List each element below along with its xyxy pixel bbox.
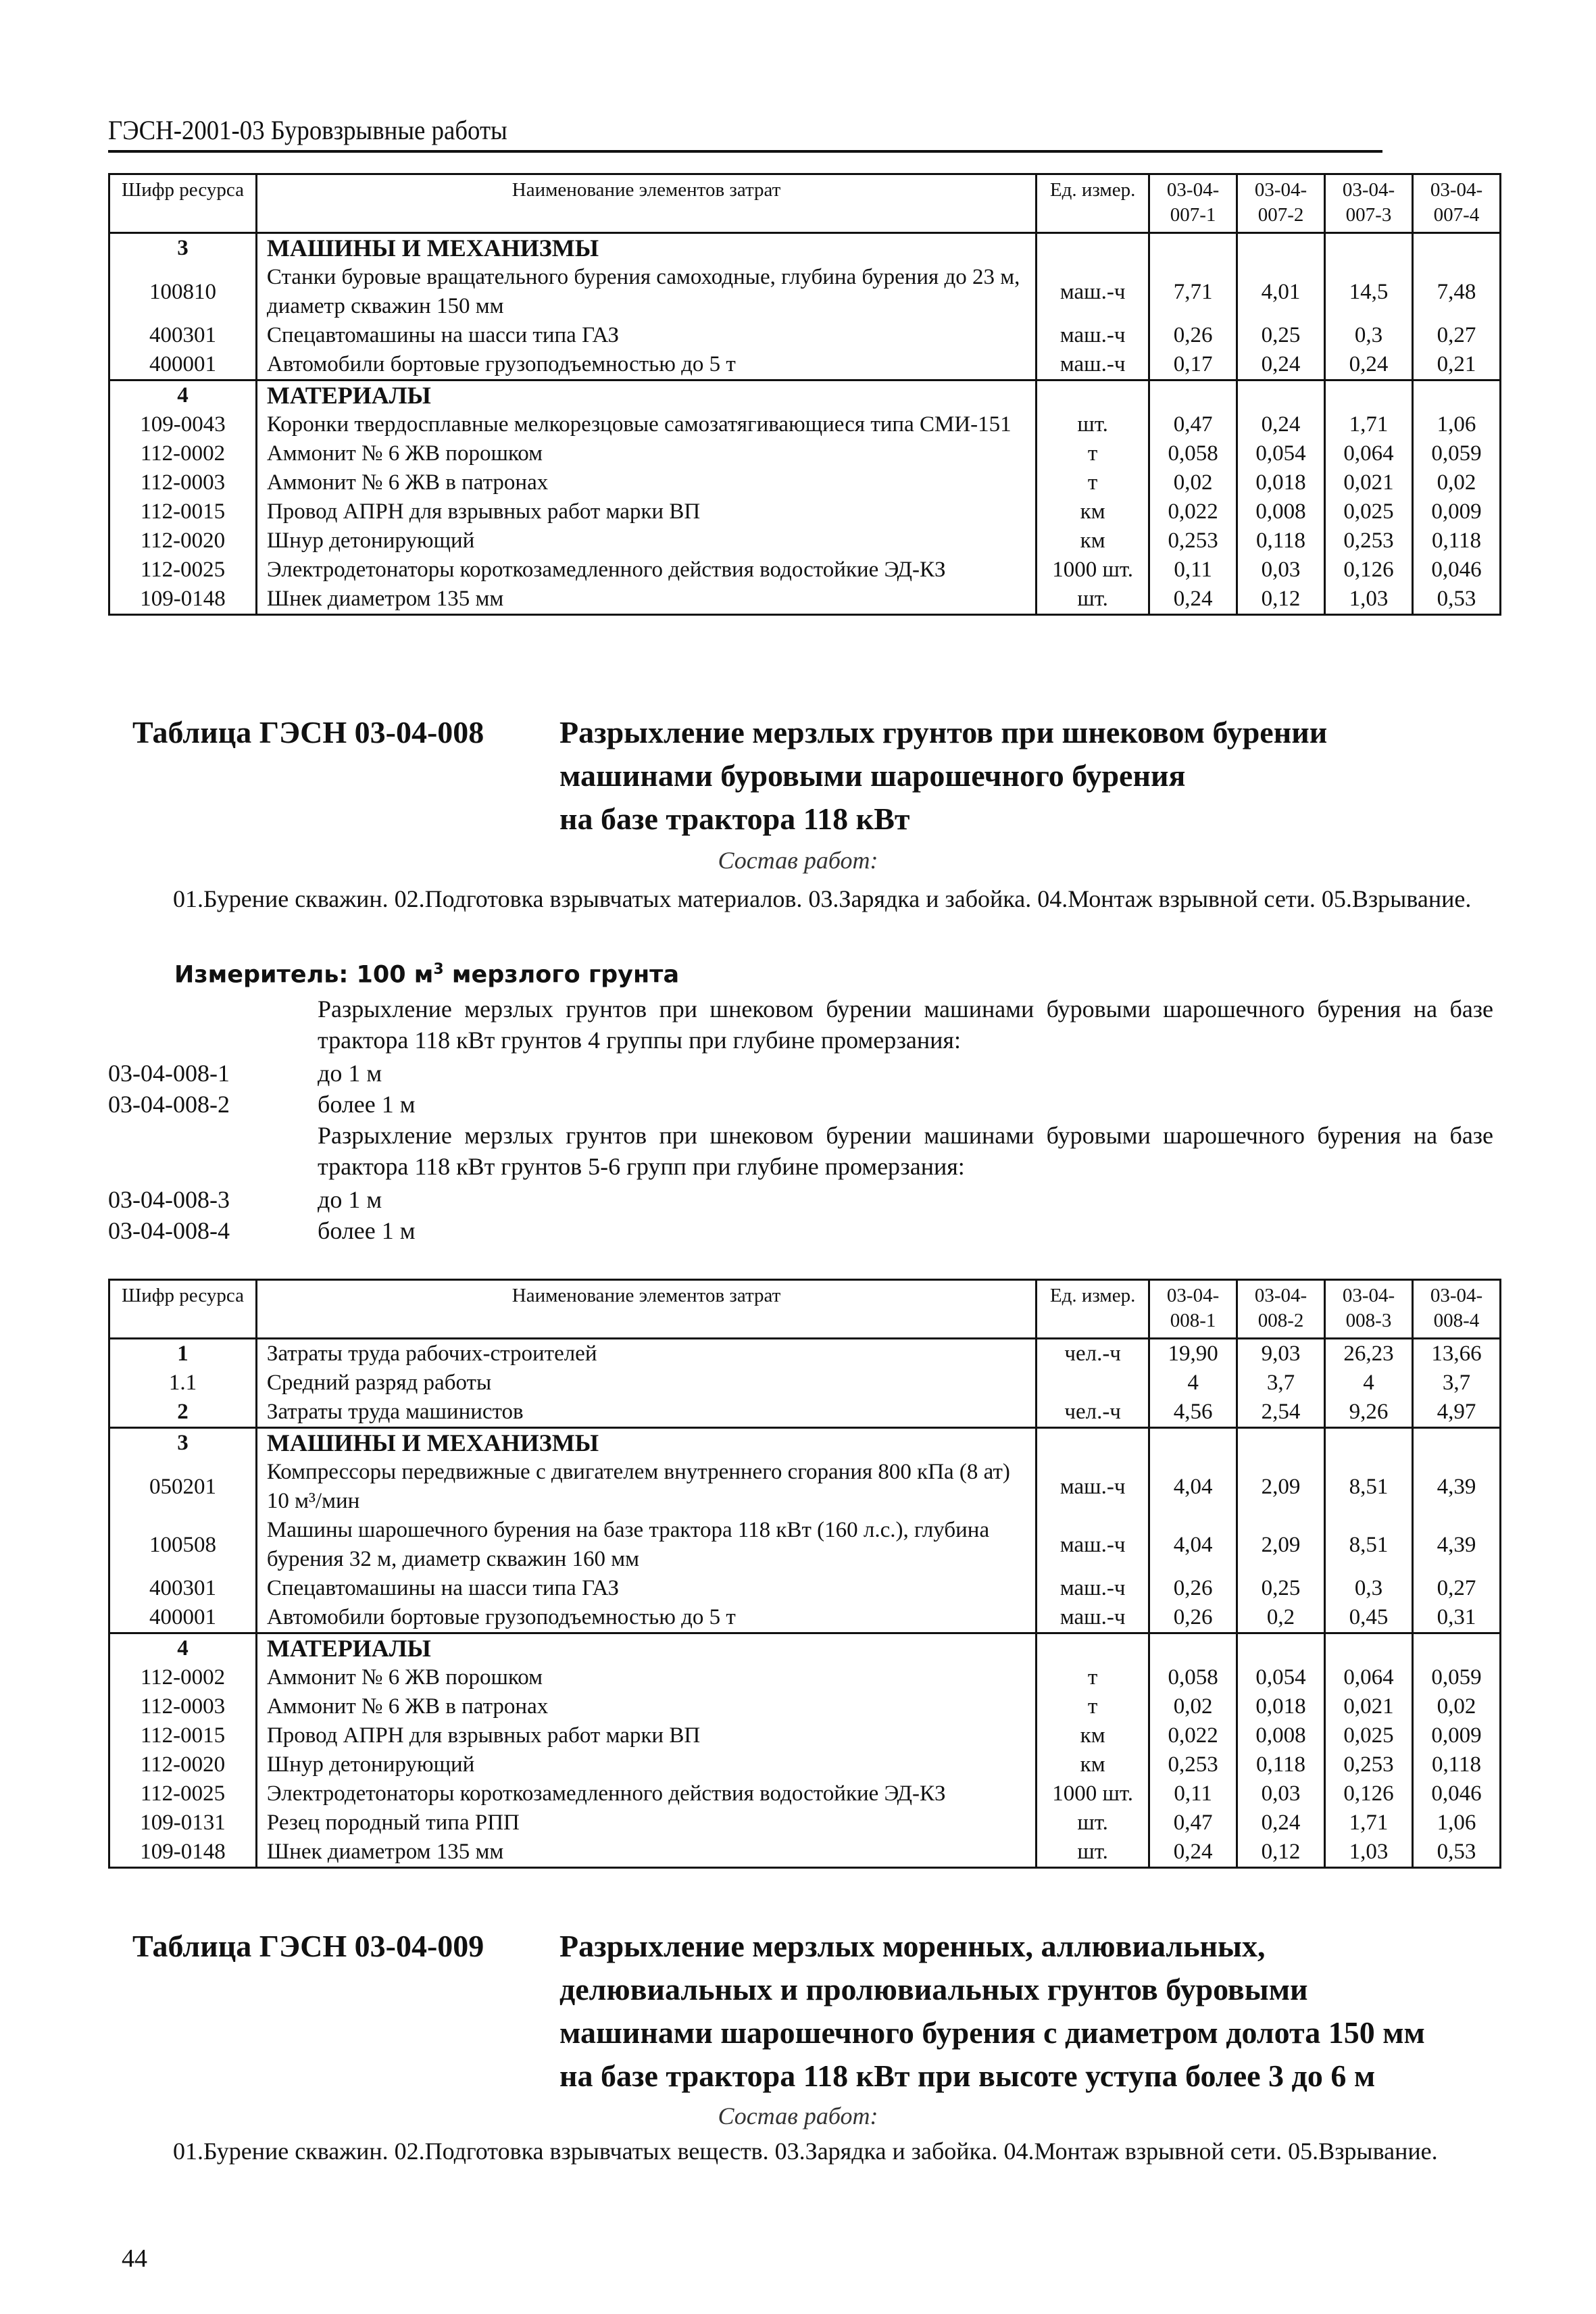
resource-code: 109-0148 — [109, 1838, 257, 1868]
norm-value-2: 2,09 — [1237, 1516, 1325, 1574]
norm-value-3: 0,021 — [1325, 1692, 1413, 1721]
norm-value-3 — [1325, 1428, 1413, 1458]
column-header-norm-2: 03-04- 008-2 — [1237, 1280, 1325, 1339]
table-row — [109, 1692, 1501, 1721]
unit-cell: маш.-ч — [1037, 1516, 1149, 1574]
table-row — [109, 1369, 1501, 1398]
unit-cell: шт. — [1037, 1838, 1149, 1868]
resource-code: 1 — [109, 1339, 257, 1369]
resource-name: Провод АПРН для взрывных работ марки ВП — [256, 1721, 1036, 1750]
table-title-009-line-4: на базе трактора 118 кВт при высоте уступа более 3 до 6 м — [559, 2059, 1376, 2093]
page-number: 44 — [122, 2244, 147, 2273]
unit-cell: т — [1037, 1692, 1149, 1721]
norm-value-1: 0,17 — [1149, 350, 1237, 380]
norm-value-3: 4 — [1325, 1369, 1413, 1398]
table-row — [109, 1779, 1501, 1808]
table-title-009-line-3: машинами шарошечного бурения с диаметром долота 150 мм — [559, 2015, 1425, 2050]
norm-label: более 1 м — [318, 1217, 416, 1244]
unit-cell: маш.-ч — [1037, 350, 1149, 380]
norm-value-4 — [1412, 1428, 1500, 1458]
norm-code: 03-04-008-2 — [108, 1091, 230, 1118]
resource-name: Шнур детонирующий — [256, 1750, 1036, 1779]
unit-cell: км — [1037, 1721, 1149, 1750]
norm-value-1: 0,26 — [1149, 1603, 1237, 1633]
norm-value-2: 0,12 — [1237, 585, 1325, 615]
norm-value-1: 0,058 — [1149, 1663, 1237, 1692]
norm-value-2 — [1237, 1633, 1325, 1664]
resource-code: 2 — [109, 1398, 257, 1428]
norm-value-1: 0,24 — [1149, 585, 1237, 615]
norm-value-2: 9,03 — [1237, 1339, 1325, 1369]
unit-cell: т — [1037, 439, 1149, 468]
column-header-unit: Ед. измер. — [1037, 1280, 1149, 1339]
norm-value-2: 0,03 — [1237, 556, 1325, 585]
norm-value-1: 0,058 — [1149, 439, 1237, 468]
resource-code: 112-0015 — [109, 1721, 257, 1750]
resource-name: Затраты труда рабочих-строителей — [256, 1339, 1036, 1369]
table-row — [109, 410, 1501, 439]
norm-value-4: 0,009 — [1412, 497, 1500, 526]
norm-group-description-2: Разрыхление мерзлых грунтов при шнековом бурении машинами буровыми шарошечного бурения на базе трактора 118 кВт грунтов 5-6 групп при глубине промерзания: — [318, 1122, 1493, 1180]
norm-value-4: 0,046 — [1412, 556, 1500, 585]
norm-value-1 — [1149, 1633, 1237, 1664]
work-composition-label-009: Состав работ: — [718, 2102, 878, 2130]
column-header-norm-4: 03-04- 007-4 — [1412, 174, 1500, 233]
resource-code: 3 — [109, 1428, 257, 1458]
resource-table-008 — [108, 1279, 1501, 1869]
norm-value-4: 3,7 — [1412, 1369, 1500, 1398]
norm-value-4: 1,06 — [1412, 410, 1500, 439]
work-composition-text-009: 01.Бурение скважин. 02.Подготовка взрывчатых веществ. 03.Зарядка и забойка. 04.Монтаж взрывной сети. 05.Взрывание. — [173, 2138, 1438, 2165]
norm-value-2 — [1237, 380, 1325, 411]
norm-value-2: 0,24 — [1237, 1808, 1325, 1838]
norm-value-1: 4,04 — [1149, 1516, 1237, 1574]
resource-name: Станки буровые вращательного бурения самоходные, глубина бурения до 23 м, диаметр скважин 150 мм — [256, 263, 1036, 321]
norm-value-4: 0,31 — [1412, 1603, 1500, 1633]
resource-code: 4 — [109, 380, 257, 411]
norm-value-3: 1,03 — [1325, 585, 1413, 615]
column-header-norm-3: 03-04- 008-3 — [1325, 1280, 1413, 1339]
norm-value-2 — [1237, 233, 1325, 264]
norm-label: до 1 м — [318, 1186, 382, 1213]
norm-code: 03-04-008-4 — [108, 1217, 230, 1244]
resource-name: Аммонит № 6 ЖВ в патронах — [256, 1692, 1036, 1721]
norm-value-3: 8,51 — [1325, 1516, 1413, 1574]
norm-item — [108, 1089, 416, 1120]
norm-value-4: 13,66 — [1412, 1339, 1500, 1369]
norm-value-4: 0,059 — [1412, 1663, 1500, 1692]
norm-value-2: 0,054 — [1237, 439, 1325, 468]
norm-value-3: 0,126 — [1325, 1779, 1413, 1808]
norm-value-4: 0,27 — [1412, 1574, 1500, 1603]
norm-value-2: 0,24 — [1237, 350, 1325, 380]
resource-code: 109-0043 — [109, 410, 257, 439]
unit-cell: маш.-ч — [1037, 263, 1149, 321]
table-row — [109, 321, 1501, 350]
norm-value-2: 0,118 — [1237, 526, 1325, 556]
resource-name: Автомобили бортовые грузоподъемностью до 5 т — [256, 1603, 1036, 1633]
table-header-row — [109, 1280, 1501, 1339]
column-header-norm-1: 03-04- 007-1 — [1149, 174, 1237, 233]
norm-value-1: 19,90 — [1149, 1339, 1237, 1369]
norm-value-1: 0,022 — [1149, 1721, 1237, 1750]
norm-code: 03-04-008-3 — [108, 1186, 230, 1213]
unit-cell: т — [1037, 1663, 1149, 1692]
norm-value-2: 0,2 — [1237, 1603, 1325, 1633]
norm-value-4: 0,009 — [1412, 1721, 1500, 1750]
norm-value-3: 0,126 — [1325, 556, 1413, 585]
norm-value-2: 0,118 — [1237, 1750, 1325, 1779]
section-row — [109, 380, 1501, 411]
norm-value-2: 2,54 — [1237, 1398, 1325, 1428]
norm-item — [108, 1184, 382, 1215]
column-header-name: Наименование элементов затрат — [256, 1280, 1036, 1339]
table-row — [109, 1398, 1501, 1428]
norm-value-4: 0,059 — [1412, 439, 1500, 468]
norm-value-3: 1,03 — [1325, 1838, 1413, 1868]
norm-value-3: 26,23 — [1325, 1339, 1413, 1369]
norm-value-1: 0,26 — [1149, 321, 1237, 350]
norm-value-3: 0,021 — [1325, 468, 1413, 497]
resource-name: Средний разряд работы — [256, 1369, 1036, 1398]
norm-value-1: 0,24 — [1149, 1838, 1237, 1868]
norm-value-4: 0,046 — [1412, 1779, 1500, 1808]
resource-name: Компрессоры передвижные с двигателем внутреннего сгорания 800 кПа (8 ат) 10 м³/мин — [256, 1458, 1036, 1516]
table-row — [109, 1516, 1501, 1574]
resource-code: 112-0002 — [109, 1663, 257, 1692]
norm-value-3: 0,45 — [1325, 1603, 1413, 1633]
norm-value-1: 0,11 — [1149, 556, 1237, 585]
norm-value-4: 0,53 — [1412, 585, 1500, 615]
norm-value-2: 0,008 — [1237, 1721, 1325, 1750]
norm-value-4: 1,06 — [1412, 1808, 1500, 1838]
norm-value-3 — [1325, 1633, 1413, 1664]
norm-value-4: 0,21 — [1412, 350, 1500, 380]
norm-value-1: 0,11 — [1149, 1779, 1237, 1808]
norm-value-2: 0,25 — [1237, 1574, 1325, 1603]
unit-cell: км — [1037, 526, 1149, 556]
norm-value-4 — [1412, 380, 1500, 411]
norm-value-1: 4,56 — [1149, 1398, 1237, 1428]
norm-value-1: 0,253 — [1149, 526, 1237, 556]
table-row — [109, 1838, 1501, 1868]
resource-code: 109-0131 — [109, 1808, 257, 1838]
resource-name: Автомобили бортовые грузоподъемностью до 5 т — [256, 350, 1036, 380]
norm-value-3 — [1325, 233, 1413, 264]
norm-value-4: 0,02 — [1412, 1692, 1500, 1721]
table-row — [109, 263, 1501, 321]
unit-cell: маш.-ч — [1037, 1574, 1149, 1603]
norm-value-1: 0,253 — [1149, 1750, 1237, 1779]
resource-code: 400301 — [109, 321, 257, 350]
unit-cell: чел.-ч — [1037, 1339, 1149, 1369]
resource-code: 400001 — [109, 1603, 257, 1633]
norm-value-3: 0,3 — [1325, 1574, 1413, 1603]
norm-value-2: 3,7 — [1237, 1369, 1325, 1398]
norm-value-2: 0,24 — [1237, 410, 1325, 439]
table-row — [109, 526, 1501, 556]
norm-value-3 — [1325, 380, 1413, 411]
norm-value-4 — [1412, 1633, 1500, 1664]
section-title: МАТЕРИАЛЫ — [256, 1633, 1036, 1664]
norm-value-3: 0,253 — [1325, 526, 1413, 556]
table-row — [109, 556, 1501, 585]
column-header-norm-2: 03-04- 007-2 — [1237, 174, 1325, 233]
table-row — [109, 439, 1501, 468]
norm-value-3: 1,71 — [1325, 1808, 1413, 1838]
norm-value-1: 0,022 — [1149, 497, 1237, 526]
column-header-code: Шифр ресурса — [109, 1280, 257, 1339]
unit-cell: 1000 шт. — [1037, 1779, 1149, 1808]
norm-item — [108, 1058, 382, 1089]
resource-name: Машины шарошечного бурения на базе трактора 118 кВт (160 л.с.), глубина бурения 32 м, диаметр скважин 160 мм — [256, 1516, 1036, 1574]
table-title-009-line-2: делювиальных и пролювиальных грунтов буровыми — [559, 1972, 1308, 2007]
resource-code: 112-0020 — [109, 526, 257, 556]
unit-cell: шт. — [1037, 585, 1149, 615]
norm-value-3: 14,5 — [1325, 263, 1413, 321]
resource-name: Затраты труда машинистов — [256, 1398, 1036, 1428]
column-header-norm-1: 03-04- 008-1 — [1149, 1280, 1237, 1339]
resource-table-007 — [108, 173, 1501, 616]
unit-cell: маш.-ч — [1037, 1458, 1149, 1516]
norm-value-3: 0,025 — [1325, 1721, 1413, 1750]
norm-value-3: 0,3 — [1325, 321, 1413, 350]
work-composition-label-008: Состав работ: — [718, 847, 878, 874]
norm-value-2: 0,25 — [1237, 321, 1325, 350]
resource-code: 400301 — [109, 1574, 257, 1603]
resource-name: Спецавтомашины на шасси типа ГАЗ — [256, 1574, 1036, 1603]
unit-cell: км — [1037, 1750, 1149, 1779]
resource-code: 112-0025 — [109, 1779, 257, 1808]
table-row — [109, 1750, 1501, 1779]
resource-code: 3 — [109, 233, 257, 264]
resource-name: Аммонит № 6 ЖВ порошком — [256, 1663, 1036, 1692]
table-title-009-line-1: Разрыхление мерзлых моренных, аллювиальных, — [559, 1929, 1266, 1963]
resource-name: Шнек диаметром 135 мм — [256, 585, 1036, 615]
unit-cell: шт. — [1037, 410, 1149, 439]
unit-cell: км — [1037, 497, 1149, 526]
unit-cell — [1037, 1428, 1149, 1458]
table-row — [109, 497, 1501, 526]
unit-cell: шт. — [1037, 1808, 1149, 1838]
column-header-name: Наименование элементов затрат — [256, 174, 1036, 233]
resource-code: 050201 — [109, 1458, 257, 1516]
norm-label: до 1 м — [318, 1060, 382, 1087]
page-header: ГЭСН-2001-03 Буровзрывные работы — [108, 114, 1382, 153]
resource-code: 112-0020 — [109, 1750, 257, 1779]
norm-value-1: 7,71 — [1149, 263, 1237, 321]
norm-value-3: 0,064 — [1325, 1663, 1413, 1692]
section-title: МАТЕРИАЛЫ — [256, 380, 1036, 411]
norm-value-2: 0,018 — [1237, 468, 1325, 497]
table-label-009: Таблица ГЭСН 03-04-009 — [132, 1929, 484, 1963]
norm-value-4: 0,118 — [1412, 526, 1500, 556]
norm-value-3: 0,064 — [1325, 439, 1413, 468]
table-row — [109, 1574, 1501, 1603]
norm-value-3: 1,71 — [1325, 410, 1413, 439]
section-title: МАШИНЫ И МЕХАНИЗМЫ — [256, 1428, 1036, 1458]
norm-value-2: 4,01 — [1237, 263, 1325, 321]
norm-value-3: 8,51 — [1325, 1458, 1413, 1516]
norm-value-4: 0,02 — [1412, 468, 1500, 497]
resource-name: Аммонит № 6 ЖВ порошком — [256, 439, 1036, 468]
norm-value-2: 0,008 — [1237, 497, 1325, 526]
table-row — [109, 1721, 1501, 1750]
resource-name: Резец породный типа РПП — [256, 1808, 1036, 1838]
resource-code: 4 — [109, 1633, 257, 1664]
resource-name: Электродетонаторы короткозамедленного действия водостойкие ЭД-КЗ — [256, 1779, 1036, 1808]
unit-cell: маш.-ч — [1037, 321, 1149, 350]
resource-name: Электродетонаторы короткозамедленного действия водостойкие ЭД-КЗ — [256, 556, 1036, 585]
norm-value-2: 0,03 — [1237, 1779, 1325, 1808]
norm-value-4: 4,97 — [1412, 1398, 1500, 1428]
table-row — [109, 1339, 1501, 1369]
resource-name: Аммонит № 6 ЖВ в патронах — [256, 468, 1036, 497]
table-row — [109, 468, 1501, 497]
resource-code: 1.1 — [109, 1369, 257, 1398]
norm-value-4: 0,27 — [1412, 321, 1500, 350]
column-header-unit: Ед. измер. — [1037, 174, 1149, 233]
norm-value-3: 0,025 — [1325, 497, 1413, 526]
norm-value-2: 2,09 — [1237, 1458, 1325, 1516]
norm-value-1 — [1149, 380, 1237, 411]
norm-value-1: 0,47 — [1149, 410, 1237, 439]
resource-code: 112-0025 — [109, 556, 257, 585]
norm-value-2: 0,12 — [1237, 1838, 1325, 1868]
norm-group-description-1: Разрыхление мерзлых грунтов при шнековом бурении машинами буровыми шарошечного бурения на базе трактора 118 кВт грунтов 4 группы при глубине промерзания: — [318, 995, 1493, 1054]
table-row — [109, 1663, 1501, 1692]
table-title-008-line-2: машинами буровыми шарошечного бурения — [559, 758, 1186, 793]
norm-value-4 — [1412, 233, 1500, 264]
unit-cell — [1037, 1369, 1149, 1398]
table-row — [109, 1808, 1501, 1838]
column-header-norm-3: 03-04- 007-3 — [1325, 174, 1413, 233]
norm-value-1: 0,26 — [1149, 1574, 1237, 1603]
table-title-008-line-1: Разрыхление мерзлых грунтов при шнековом бурении — [559, 715, 1328, 749]
resource-code: 112-0003 — [109, 1692, 257, 1721]
resource-code: 100508 — [109, 1516, 257, 1574]
resource-code: 400001 — [109, 350, 257, 380]
resource-code: 112-0015 — [109, 497, 257, 526]
norm-value-4: 0,118 — [1412, 1750, 1500, 1779]
unit-cell: т — [1037, 468, 1149, 497]
section-row — [109, 1633, 1501, 1664]
norm-value-2 — [1237, 1428, 1325, 1458]
norm-value-1: 0,47 — [1149, 1808, 1237, 1838]
unit-cell: чел.-ч — [1037, 1398, 1149, 1428]
unit-cell — [1037, 1633, 1149, 1664]
norm-value-4: 7,48 — [1412, 263, 1500, 321]
norm-value-1: 0,02 — [1149, 1692, 1237, 1721]
norm-item — [108, 1215, 416, 1246]
section-title: МАШИНЫ И МЕХАНИЗМЫ — [256, 233, 1036, 264]
resource-code: 112-0003 — [109, 468, 257, 497]
resource-name: Шнек диаметром 135 мм — [256, 1838, 1036, 1868]
unit-cell: 1000 шт. — [1037, 556, 1149, 585]
resource-name: Коронки твердосплавные мелкорезцовые самозатягивающиеся типа СМИ-151 — [256, 410, 1036, 439]
norm-value-1 — [1149, 233, 1237, 264]
work-composition-text-008: 01.Бурение скважин. 02.Подготовка взрывчатых материалов. 03.Зарядка и забойка. 04.Монтаж взрывной сети. 05.Взрывание. — [173, 885, 1472, 912]
resource-code: 109-0148 — [109, 585, 257, 615]
unit-cell: маш.-ч — [1037, 1603, 1149, 1633]
resource-code: 100810 — [109, 263, 257, 321]
table-row — [109, 1603, 1501, 1633]
table-row — [109, 585, 1501, 615]
resource-name: Шнур детонирующий — [256, 526, 1036, 556]
section-row — [109, 233, 1501, 264]
resource-name: Спецавтомашины на шасси типа ГАЗ — [256, 321, 1036, 350]
norm-code: 03-04-008-1 — [108, 1060, 230, 1087]
norm-value-2: 0,054 — [1237, 1663, 1325, 1692]
table-row — [109, 1458, 1501, 1516]
table-title-008-line-3: на базе трактора 118 кВт — [559, 802, 910, 836]
norm-value-3: 0,253 — [1325, 1750, 1413, 1779]
norm-value-4: 4,39 — [1412, 1516, 1500, 1574]
unit-cell — [1037, 380, 1149, 411]
norm-value-4: 4,39 — [1412, 1458, 1500, 1516]
norm-label: более 1 м — [318, 1091, 416, 1118]
norm-value-1: 4,04 — [1149, 1458, 1237, 1516]
column-header-norm-4: 03-04- 008-4 — [1412, 1280, 1500, 1339]
unit-cell — [1037, 233, 1149, 264]
table-row — [109, 350, 1501, 380]
table-header-row — [109, 174, 1501, 233]
norm-value-1 — [1149, 1428, 1237, 1458]
measurement-unit-008: Измеритель: 100 $м^3$ мерзлого грунта — [174, 961, 680, 989]
norm-value-2: 0,018 — [1237, 1692, 1325, 1721]
resource-code: 112-0002 — [109, 439, 257, 468]
norm-value-4: 0,53 — [1412, 1838, 1500, 1868]
column-header-code: Шифр ресурса — [109, 174, 257, 233]
table-label-008: Таблица ГЭСН 03-04-008 — [132, 715, 484, 749]
section-row — [109, 1428, 1501, 1458]
norm-value-3: 9,26 — [1325, 1398, 1413, 1428]
norm-value-3: 0,24 — [1325, 350, 1413, 380]
norm-value-1: 0,02 — [1149, 468, 1237, 497]
resource-name: Провод АПРН для взрывных работ марки ВП — [256, 497, 1036, 526]
norm-value-1: 4 — [1149, 1369, 1237, 1398]
